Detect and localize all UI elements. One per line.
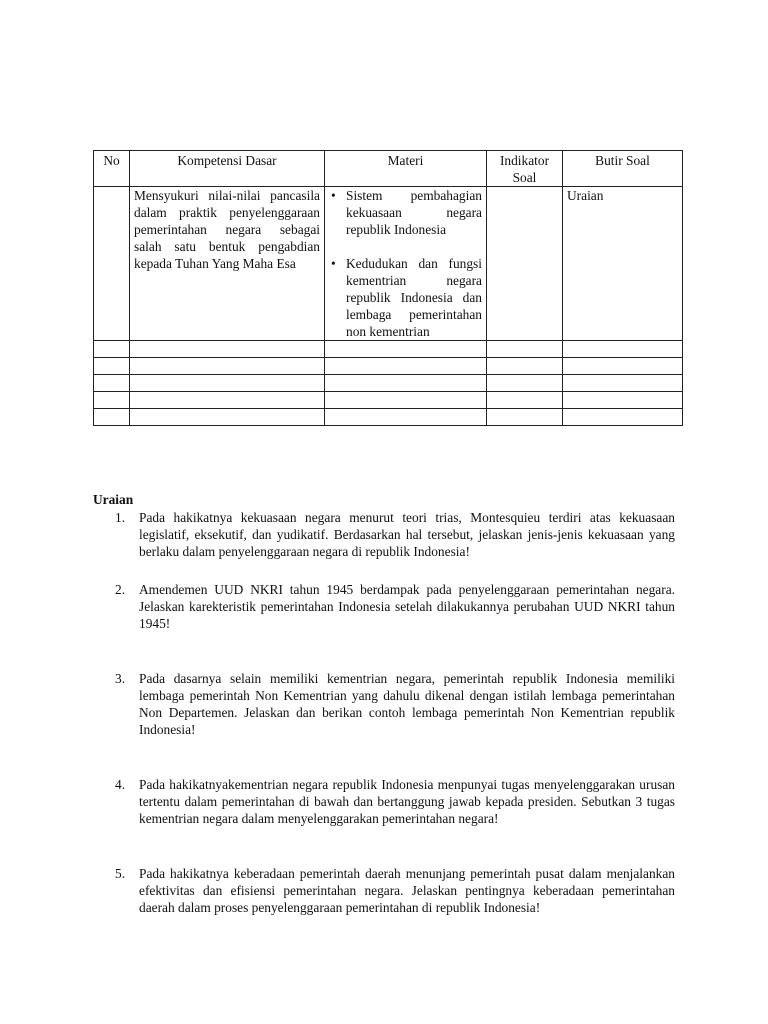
question-number: 5. [115,866,126,881]
cell-kompetensi-dasar: Mensyukuri nilai-nilai pancasila dalam praktik penyelenggaraan pemerintahan negara sebagai salah satu bentuk pengabdian kepada Tuhan Yang Maha Esa [130,187,325,341]
cell-materi [325,187,487,341]
question-number: 1. [115,510,126,525]
question-text: Pada hakikatnya keberadaan pemerintah daerah menunjang pemerintah pusat dalam menjalankan efektivitas dan efisiensi pemerintahan negara. Jelaskan pentingnya keberadaan pemerintahan daerah dalam proses penyelenggaraan pemerintahan di republik Indonesia! [139,866,675,915]
empty-table-row [94,341,683,358]
cell-no [94,187,130,341]
bullet-icon: • [331,188,336,203]
question-text: Pada hakikatnya kekuasaan negara menurut teori trias, Montesquieu terdiri atas kekuasaan legislatif, eksekutif, dan yudikatif. Berdasarkan hal tersebut, jelaskan jenis-jenis kekuasaan yang berlaku dalam penyelenggaraan negara di republik Indonesia! [139,510,675,559]
cell-butir-soal: Uraian [563,187,683,341]
header-kompetensi-dasar: Kompetensi Dasar [130,151,325,187]
question-list [93,509,675,916]
question-text: Pada hakikatnyakementrian negara republik Indonesia menpunyai tugas menyelenggarakan urusan tertentu dalam pemerintahan di bawah dan bertanggung jawab kepada presiden. Sebutkan 3 tugas kementrian negara dalam menyelenggarakan pemerintahan negara! [139,777,675,826]
header-no: No [94,151,130,187]
table-header-row [94,151,683,187]
question-item [93,776,675,827]
materi-item-text: Kedudukan dan fungsi kementrian negara republik Indonesia dan lembaga pemerintahan non kementrian [346,256,482,339]
cell-indikator-soal [487,187,563,341]
header-indikator-soal: Indikator Soal [487,151,563,187]
header-materi: Materi [325,151,487,187]
question-number: 4. [115,777,126,792]
question-text: Amendemen UUD NKRI tahun 1945 berdampak pada penyelenggaraan pemerintahan negara. Jelaskan karekteristik pemerintahan Indonesia setelah dilakukannya perubahan UUD NKRI tahun 1945! [139,582,675,631]
question-item [93,581,675,632]
question-text: Pada dasarnya selain memiliki kementrian negara, pemerintah republik Indonesia memiliki lembaga pemerintah Non Kementrian yang dahulu dikenal dengan istilah lembaga pemerintahan Non Departemen. Jelaskan dan berikan contoh lembaga pemerintah Non Kementrian republik Indonesia! [139,671,675,737]
empty-table-row [94,392,683,409]
materi-item-text: Sistem pembahagian kekuasaan negara republik Indonesia [346,188,482,237]
question-item [93,865,675,916]
materi-item [329,187,482,238]
materi-item [329,255,482,340]
empty-table-row [94,375,683,392]
question-item [93,670,675,738]
empty-table-row [94,409,683,426]
header-butir-soal: Butir Soal [563,151,683,187]
question-number: 3. [115,671,126,686]
bullet-icon: • [331,256,336,271]
table-row [94,187,683,341]
materi-list [329,187,482,340]
question-item [93,509,675,560]
kisi-kisi-table [93,150,683,426]
question-number: 2. [115,582,126,597]
uraian-heading: Uraian [93,492,134,507]
empty-table-row [94,358,683,375]
